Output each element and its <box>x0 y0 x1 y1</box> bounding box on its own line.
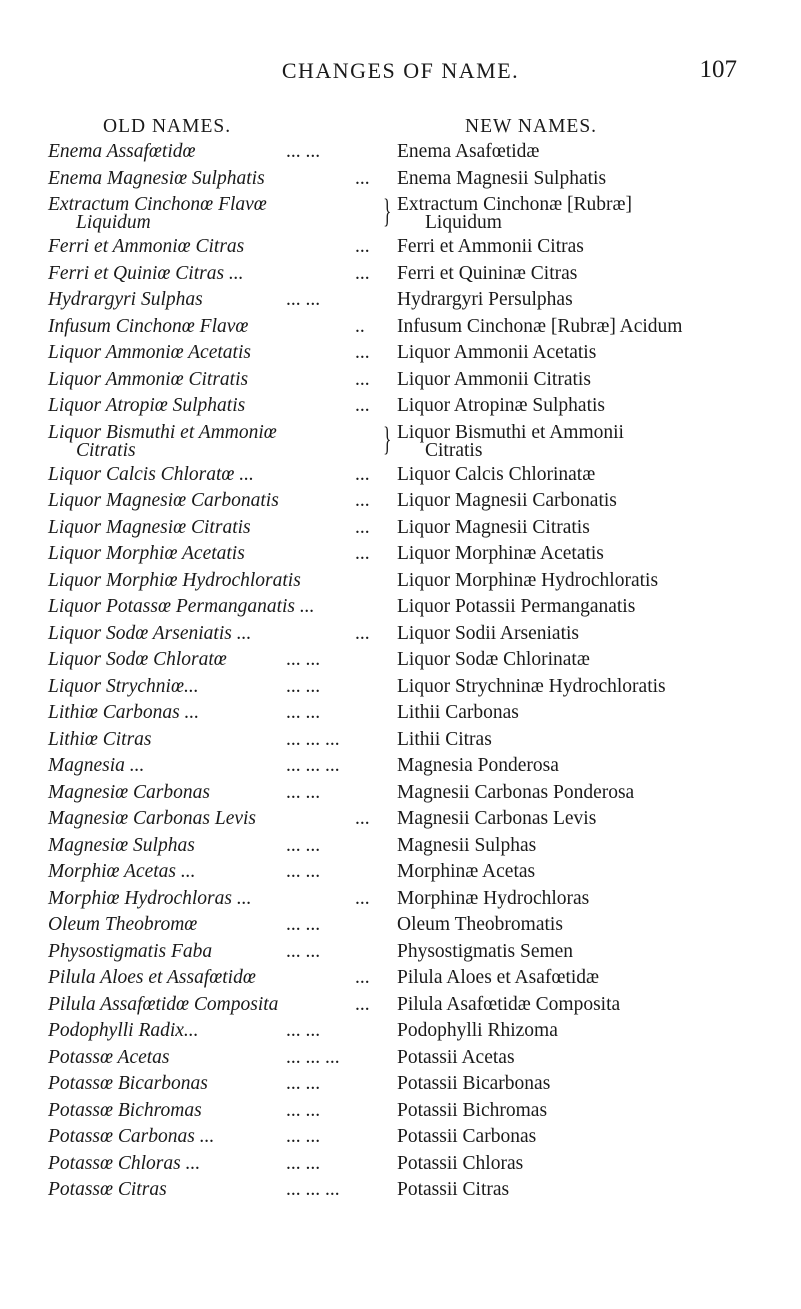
new-name <box>397 622 777 644</box>
old-name-text: Magnesiœ Sulphas <box>48 834 195 856</box>
old-name <box>48 1152 394 1174</box>
table-row <box>0 648 801 675</box>
dot-leader: ... <box>355 993 370 1015</box>
dot-leader: ... ... <box>286 702 321 723</box>
new-name <box>397 598 777 616</box>
old-name <box>48 834 394 856</box>
new-name <box>397 1152 777 1174</box>
new-name-text: Potassii Bichromas <box>397 1099 548 1121</box>
new-name <box>397 1046 777 1068</box>
table-row <box>0 394 801 421</box>
old-name-text: Liquor Morphiœ Hydrochloratis <box>48 569 301 591</box>
new-name-text: Liquor Morphinæ Hydrochloratis <box>397 569 659 591</box>
new-name-text: Extractum Cinchonæ [Rubræ] <box>397 194 633 215</box>
new-name-text: Lithii Carbonas <box>397 702 519 723</box>
new-names-heading: NEW NAMES. <box>465 116 598 137</box>
table-row <box>0 1099 801 1126</box>
old-name-text: Extractum Cinchonœ Flavœ <box>48 194 267 215</box>
dot-leader: .. <box>355 315 365 337</box>
old-name <box>48 598 394 616</box>
old-name-text: Magnesiœ Carbonas Levis <box>48 808 257 829</box>
table-row <box>0 993 801 1020</box>
old-name <box>48 704 394 722</box>
old-name <box>48 993 394 1015</box>
new-name-text: Potassii Carbonas <box>397 1126 537 1147</box>
dot-leader: ... ... <box>286 834 321 856</box>
table-row <box>0 675 801 702</box>
old-name-text: Liquor Sodœ Chloratœ <box>48 649 227 670</box>
table-row <box>0 834 801 861</box>
table-row <box>0 262 801 289</box>
new-name <box>397 1181 777 1199</box>
old-name <box>48 810 394 828</box>
new-name <box>397 545 777 563</box>
old-name <box>48 651 394 669</box>
old-name-text: Potassœ Acetas <box>48 1046 170 1068</box>
dot-leader: ... ... <box>286 1073 321 1094</box>
new-name-text: Liquor Sodii Arseniatis <box>397 622 579 644</box>
table-row <box>0 516 801 543</box>
old-name-text: Magnesia ... <box>48 755 145 776</box>
old-name-text: Ferri et Quiniœ Citras ... <box>48 262 244 284</box>
new-name <box>397 368 777 390</box>
new-name <box>397 344 777 362</box>
old-name <box>48 728 394 750</box>
old-name <box>48 569 394 591</box>
old-name-text: Lithiœ Carbonas ... <box>48 702 200 723</box>
table-row <box>0 489 801 516</box>
new-name-continuation: Citratis <box>425 439 483 461</box>
new-name <box>397 397 777 415</box>
new-name <box>397 421 777 461</box>
old-name-text: Podophylli Radix... <box>48 1020 199 1041</box>
brace-icon: } <box>383 193 392 230</box>
old-name <box>48 1075 394 1093</box>
new-name <box>397 810 777 828</box>
old-name <box>48 675 394 697</box>
new-name-text: Infusum Cinchonæ [Rubræ] Acidum <box>397 315 683 337</box>
old-name-continuation: Citratis <box>76 439 136 461</box>
old-name <box>48 1099 394 1121</box>
page-number: 107 <box>699 56 737 83</box>
table-row <box>0 368 801 395</box>
dot-leader: ... <box>355 516 370 538</box>
table-row <box>0 1125 801 1152</box>
old-name <box>48 1046 394 1068</box>
new-name <box>397 1075 777 1093</box>
page-header <box>0 58 801 88</box>
old-name <box>48 420 394 461</box>
old-name-text: Liquor Magnesiœ Carbonatis <box>48 490 279 511</box>
dot-leader: ... ... <box>286 1020 321 1041</box>
table-row <box>0 595 801 622</box>
new-name <box>397 969 777 987</box>
new-name-text: Liquor Sodæ Chlorinatæ <box>397 649 590 670</box>
dot-leader: ... ... ... <box>286 728 340 750</box>
table-row <box>0 807 801 834</box>
old-name-text: Oleum Theobromœ <box>48 914 198 935</box>
new-name <box>397 757 777 775</box>
old-name <box>48 262 394 284</box>
old-name-text: Potassœ Carbonas ... <box>48 1126 215 1147</box>
dot-leader: ... ... ... <box>286 755 340 776</box>
table-row <box>0 421 801 463</box>
table-row <box>0 781 801 808</box>
old-name <box>48 1022 394 1040</box>
new-name <box>397 516 777 538</box>
new-name <box>397 569 777 591</box>
dot-leader: ... <box>355 368 370 390</box>
dot-leader: ... ... <box>286 1099 321 1121</box>
table-row <box>0 315 801 342</box>
old-name <box>48 238 394 256</box>
dot-leader: ... <box>355 967 370 988</box>
table-row <box>0 140 801 167</box>
new-name <box>397 315 777 337</box>
table-row <box>0 193 801 235</box>
new-name <box>397 781 777 803</box>
old-name <box>48 368 394 390</box>
running-title: CHANGES OF NAME. <box>281 58 520 83</box>
new-name-text: Magnesii Carbonas Levis <box>397 808 597 829</box>
table-row <box>0 728 801 755</box>
new-name-text: Liquor Atropinæ Sulphatis <box>397 395 606 416</box>
new-name-text: Magnesii Sulphas <box>397 834 537 856</box>
dot-leader: ... ... <box>286 940 321 962</box>
old-name-text: Pilula Aloes et Assafœtidœ <box>48 967 256 988</box>
new-name <box>397 196 777 232</box>
old-name-text: Liquor Magnesiœ Citratis <box>48 516 251 538</box>
new-name-text: Pilula Aloes et Asafœtidæ <box>397 967 600 988</box>
new-name-text: Liquor Morphinæ Acetatis <box>397 543 604 564</box>
new-name <box>397 238 777 256</box>
new-name <box>397 492 777 510</box>
table-row <box>0 622 801 649</box>
new-name-text: Magnesii Carbonas Ponderosa <box>397 781 635 803</box>
dot-leader: ... <box>355 395 370 416</box>
dot-leader: ... ... <box>286 861 321 882</box>
table-row <box>0 887 801 914</box>
dot-leader: ... ... <box>286 781 321 803</box>
old-name-text: Liquor Ammoniœ Citratis <box>48 368 249 390</box>
table-row <box>0 288 801 315</box>
old-name <box>48 492 394 510</box>
old-name-continuation: Liquidum <box>76 212 151 233</box>
old-name-text: Liquor Morphiœ Acetatis <box>48 543 245 564</box>
new-name <box>397 728 777 750</box>
dot-leader: ... <box>355 808 370 829</box>
old-name-text: Morphiœ Acetas ... <box>48 861 196 882</box>
old-name-text: Ferri et Ammoniœ Citras <box>48 236 245 257</box>
new-name <box>397 651 777 669</box>
new-name-text: Liquor Magnesii Citratis <box>397 516 590 538</box>
dot-leader: ... <box>355 463 370 485</box>
old-name-text: Hydrargyri Sulphas <box>48 289 203 310</box>
new-name-text: Hydrargyri Persulphas <box>397 289 573 310</box>
new-name-text: Physostigmatis Semen <box>397 940 574 962</box>
table-row <box>0 167 801 194</box>
table-row <box>0 341 801 368</box>
table-row <box>0 235 801 262</box>
old-name <box>48 545 394 563</box>
dot-leader: ... <box>355 236 370 257</box>
old-name-text: Lithiœ Citras <box>48 728 152 750</box>
dot-leader: ... <box>355 887 370 909</box>
old-name <box>48 1181 394 1199</box>
table-row <box>0 463 801 490</box>
new-name-text: Liquor Strychninæ Hydrochloratis <box>397 675 666 697</box>
new-name-text: Ferri et Quininæ Citras <box>397 262 578 284</box>
old-name <box>48 622 394 644</box>
dot-leader: ... <box>355 622 370 644</box>
new-name-text: Magnesia Ponderosa <box>397 755 559 776</box>
table-row <box>0 966 801 993</box>
old-name-text: Pilula Assafœtidœ Composita <box>48 993 279 1015</box>
new-name-text: Liquor Ammonii Citratis <box>397 368 591 390</box>
table-row <box>0 1046 801 1073</box>
old-name <box>48 940 394 962</box>
old-name-text: Potassœ Chloras ... <box>48 1152 201 1174</box>
new-name-text: Enema Asafœtidæ <box>397 141 540 162</box>
old-name-text: Liquor Strychniœ... <box>48 675 199 697</box>
old-name <box>48 397 394 415</box>
old-name <box>48 143 394 161</box>
old-name-text: Liquor Calcis Chloratœ ... <box>48 463 254 485</box>
old-name-text: Potassœ Bicarbonas <box>48 1073 208 1094</box>
table-row <box>0 701 801 728</box>
old-name-text: Magnesiœ Carbonas <box>48 781 210 803</box>
new-name <box>397 834 777 856</box>
dot-leader: ... ... <box>286 675 321 697</box>
dot-leader: ... ... <box>286 141 321 162</box>
new-name <box>397 1128 777 1146</box>
old-name <box>48 516 394 538</box>
old-name-text: Liquor Bismuthi et Ammoniœ <box>48 421 277 443</box>
table-row <box>0 1019 801 1046</box>
dot-leader: ... <box>355 490 370 511</box>
dot-leader: ... <box>355 262 370 284</box>
table-row <box>0 1072 801 1099</box>
dot-leader: ... <box>355 167 370 189</box>
old-name-text: Physostigmatis Faba <box>48 940 213 962</box>
new-name <box>397 887 777 909</box>
new-name <box>397 1099 777 1121</box>
old-name <box>48 291 394 309</box>
new-name-text: Morphinæ Hydrochloras <box>397 887 590 909</box>
old-name-text: Enema Assafœtidœ <box>48 141 196 162</box>
new-name-text: Oleum Theobromatis <box>397 914 563 935</box>
dot-leader: ... ... <box>286 289 321 310</box>
dot-leader: ... ... <box>286 649 321 670</box>
table-row <box>0 569 801 596</box>
new-name <box>397 863 777 881</box>
table-row <box>0 754 801 781</box>
new-name-text: Potassii Acetas <box>397 1046 515 1068</box>
old-name <box>48 887 394 909</box>
old-names-heading: OLD NAMES. <box>103 116 232 137</box>
new-name <box>397 993 777 1015</box>
new-name-text: Ferri et Ammonii Citras <box>397 236 584 257</box>
new-name <box>397 463 777 485</box>
brace-icon: } <box>383 420 392 458</box>
new-name <box>397 916 777 934</box>
table-row <box>0 913 801 940</box>
new-name-text: Liquor Magnesii Carbonatis <box>397 490 617 511</box>
dot-leader: ... <box>355 543 370 564</box>
old-name <box>48 916 394 934</box>
new-name <box>397 675 777 697</box>
old-name-text: Morphiœ Hydrochloras ... <box>48 887 252 909</box>
old-name-text: Infusum Cinchonœ Flavœ <box>48 315 249 337</box>
new-name <box>397 167 777 189</box>
old-name-text: Potassœ Bichromas <box>48 1099 202 1121</box>
new-name-text: Liquor Ammonii Acetatis <box>397 342 597 363</box>
old-name-text: Liquor Potassœ Permanganatis ... <box>48 596 315 617</box>
old-name <box>48 167 394 189</box>
old-name <box>48 193 394 233</box>
old-name <box>48 344 394 362</box>
table-row <box>0 1152 801 1179</box>
old-name <box>48 969 394 987</box>
old-name <box>48 463 394 485</box>
old-name <box>48 757 394 775</box>
new-name-text: Potassii Chloras <box>397 1152 524 1174</box>
new-name <box>397 291 777 309</box>
old-name <box>48 315 394 337</box>
dot-leader: ... ... ... <box>286 1046 340 1068</box>
new-name-text: Pilula Asafœtidæ Composita <box>397 993 621 1015</box>
dot-leader: ... <box>355 342 370 363</box>
new-name-text: Enema Magnesii Sulphatis <box>397 167 607 189</box>
new-name <box>397 262 777 284</box>
new-name-text: Liquor Potassii Permanganatis <box>397 596 636 617</box>
old-name-text: Liquor Ammoniœ Acetatis <box>48 342 251 363</box>
table-row <box>0 940 801 967</box>
old-name <box>48 1128 394 1146</box>
new-name <box>397 1022 777 1040</box>
new-name <box>397 940 777 962</box>
new-name-text: Liquor Bismuthi et Ammonii <box>397 421 624 443</box>
new-name <box>397 704 777 722</box>
names-table <box>0 140 801 1205</box>
new-name-continuation: Liquidum <box>425 212 502 233</box>
new-name <box>397 143 777 161</box>
new-name-text: Liquor Calcis Chlorinatæ <box>397 463 596 485</box>
old-name-text: Liquor Sodœ Arseniatis ... <box>48 622 252 644</box>
old-name <box>48 863 394 881</box>
dot-leader: ... ... <box>286 1126 321 1147</box>
new-name-text: Podophylli Rhizoma <box>397 1020 558 1041</box>
dot-leader: ... ... <box>286 1152 321 1174</box>
table-row <box>0 1178 801 1205</box>
new-name-text: Potassii Bicarbonas <box>397 1073 551 1094</box>
old-name-text: Enema Magnesiœ Sulphatis <box>48 167 265 189</box>
table-row <box>0 860 801 887</box>
table-row <box>0 542 801 569</box>
old-name-text: Potassœ Citras <box>48 1179 167 1200</box>
dot-leader: ... ... ... <box>286 1179 340 1200</box>
old-name-text: Liquor Atropiœ Sulphatis <box>48 395 246 416</box>
old-name <box>48 781 394 803</box>
new-name-text: Potassii Citras <box>397 1179 510 1200</box>
new-name-text: Lithii Citras <box>397 728 492 750</box>
dot-leader: ... ... <box>286 914 321 935</box>
new-name-text: Morphinæ Acetas <box>397 861 536 882</box>
